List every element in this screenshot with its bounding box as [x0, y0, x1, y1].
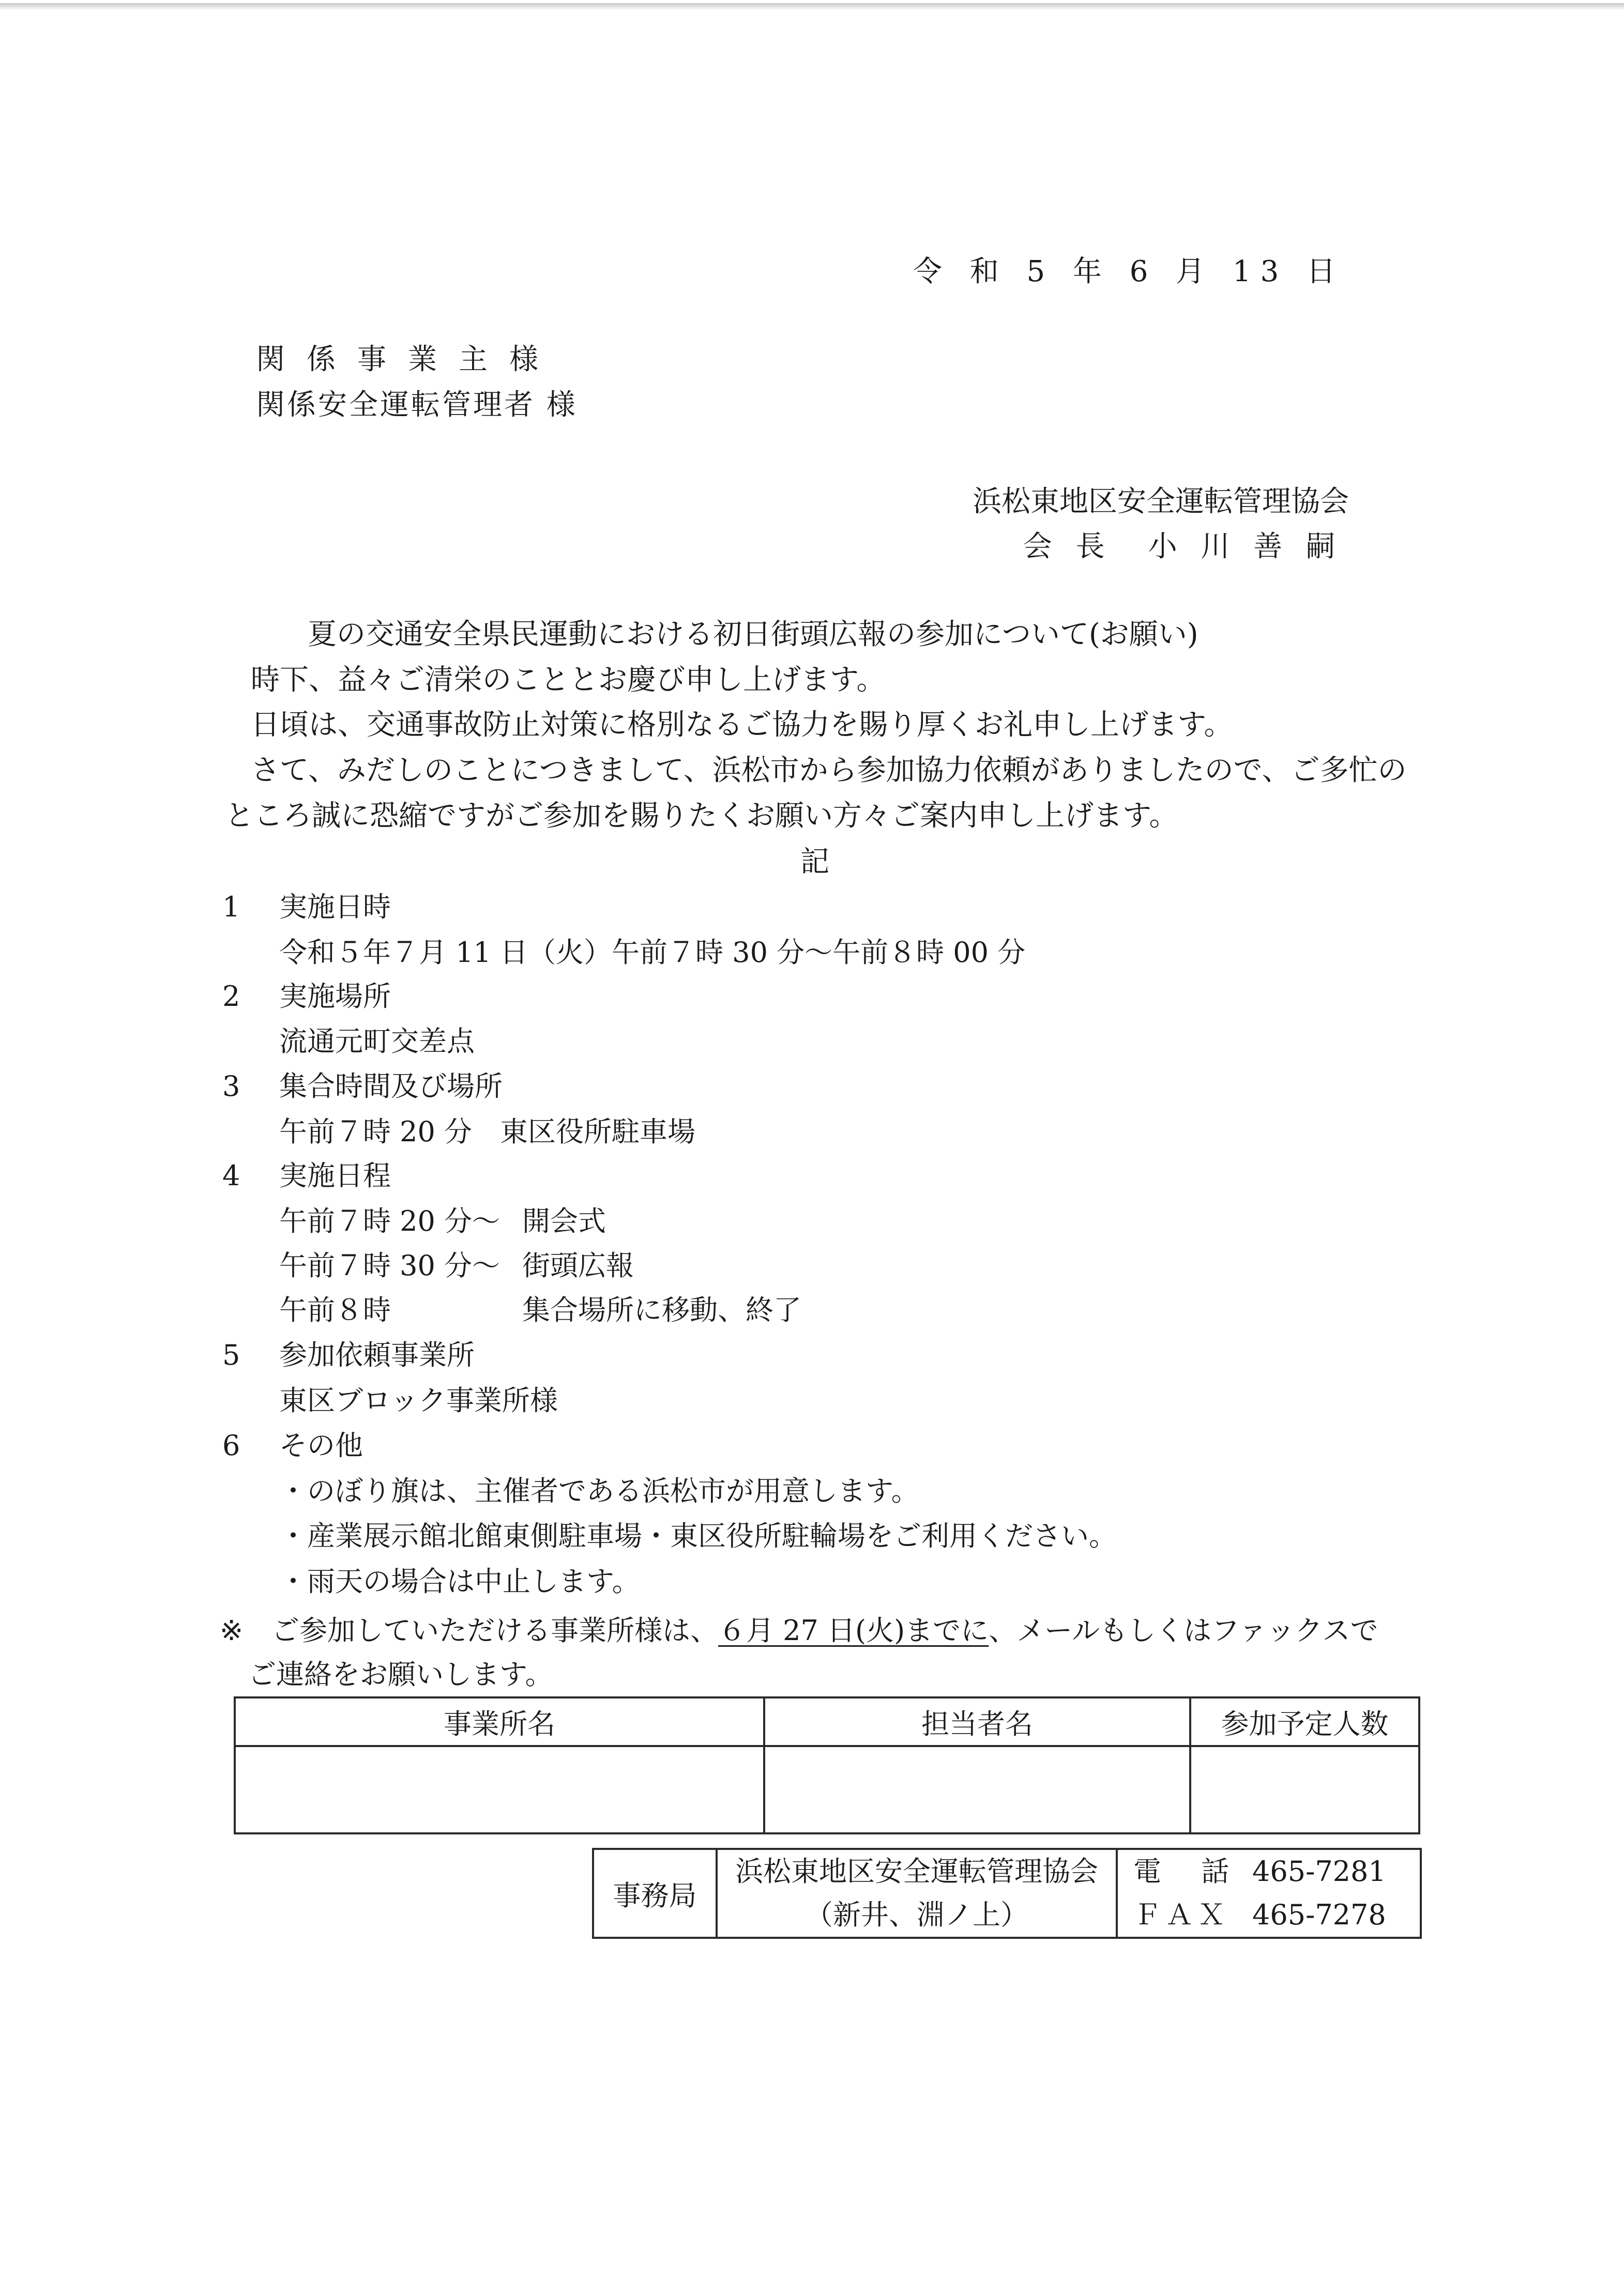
- item-body-participants: 東区ブロック事業所様: [279, 1384, 558, 1417]
- schedule-event: 集合場所に移動、終了: [522, 1294, 801, 1326]
- request-paragraph-line2: ところ誠に恐縮ですがご参加を賜りたくお願い方々ご案内申し上げます。: [225, 799, 1178, 833]
- schedule-time: 午前７時 30 分～: [279, 1249, 500, 1282]
- company-name-cell[interactable]: [235, 1746, 764, 1833]
- sender-chairman: 会 長 小 川 善 嗣: [1023, 530, 1342, 563]
- note-text-pre: ご参加していただける事業所様は、: [271, 1614, 718, 1647]
- note-mark: ※: [220, 1614, 244, 1647]
- note-text-post: 、メールもしくはファックスで: [989, 1614, 1378, 1647]
- office-contacts: （新井、淵ノ上）: [805, 1899, 1028, 1931]
- attendee-count-cell[interactable]: [1190, 1746, 1419, 1833]
- office-info-table: [592, 1848, 1422, 1939]
- reply-request-note-line2: ご連絡をお願いします。: [248, 1658, 553, 1691]
- office-phone-cell: [1117, 1849, 1421, 1938]
- schedule-event: 街頭広報: [522, 1249, 634, 1282]
- item-heading-location: 実施場所: [279, 980, 391, 1013]
- office-name-cell: [717, 1849, 1117, 1938]
- item-number: 2: [222, 980, 240, 1013]
- item-body-datetime: 令和５年７月 11 日（火）午前７時 30 分～午前８時 00 分: [279, 936, 1026, 969]
- sender-organization: 浜松東地区安全運転管理協会: [973, 485, 1349, 518]
- office-label: 事務局: [593, 1849, 717, 1938]
- addressee-employers: 関係事業主様: [256, 343, 560, 376]
- other-note: ・のぼり旗は、主催者である浜松市が用意します。: [279, 1475, 919, 1507]
- other-note: ・雨天の場合は中止します。: [279, 1565, 640, 1598]
- document-title: 夏の交通安全県民運動における初日街頭広報の参加について(お願い): [308, 618, 1198, 651]
- document-date: 令 和 5 年 6 月 13 日: [913, 255, 1345, 288]
- column-header-attendees: 参加予定人数: [1190, 1697, 1419, 1746]
- schedule-time: 午前７時 20 分～: [279, 1205, 500, 1237]
- fax-number: 465-7278: [1252, 1899, 1386, 1931]
- reply-form-table: [234, 1696, 1420, 1834]
- item-number: 6: [222, 1429, 240, 1462]
- schedule-event: 開会式: [522, 1205, 606, 1237]
- greeting-paragraph: 時下、益々ご清栄のこととお慶び申し上げます。: [251, 663, 886, 697]
- fax-label: ＦＡＸ: [1133, 1899, 1230, 1931]
- scan-edge: [0, 3, 1624, 10]
- item-heading-other: その他: [279, 1429, 363, 1462]
- item-heading-schedule: 実施日程: [279, 1159, 391, 1192]
- item-body-location: 流通元町交差点: [279, 1025, 475, 1058]
- item-number: 4: [222, 1159, 240, 1192]
- phone-label: 電 話: [1133, 1855, 1245, 1888]
- item-number: 1: [222, 891, 240, 923]
- item-heading-assembly: 集合時間及び場所: [279, 1070, 503, 1103]
- office-name: 浜松東地区安全運転管理協会: [735, 1855, 1098, 1888]
- phone-number: 465-7281: [1252, 1855, 1386, 1888]
- reply-request-note: [271, 1613, 1378, 1649]
- schedule-time: 午前８時: [279, 1294, 391, 1326]
- thanks-paragraph: 日頃は、交通事故防止対策に格別なるご協力を賜り厚くお礼申し上げます。: [251, 708, 1233, 742]
- addressee-managers: 関係安全運転管理者 様: [256, 388, 578, 422]
- request-paragraph-line1: さて、みだしのことにつきまして、浜松市から参加協力依頼がありましたので、ご多忙の: [251, 754, 1407, 787]
- item-body-assembly: 午前７時 20 分 東区役所駐車場: [279, 1115, 696, 1148]
- item-heading-datetime: 実施日時: [279, 891, 391, 923]
- column-header-contact-person: 担当者名: [764, 1697, 1190, 1746]
- other-note: ・産業展示館北館東側駐車場・東区役所駐輪場をご利用ください。: [279, 1520, 1117, 1552]
- item-number: 3: [222, 1070, 240, 1103]
- reply-deadline: ６月 27 日(火)までに: [718, 1614, 989, 1647]
- item-heading-participants: 参加依頼事業所: [279, 1339, 475, 1371]
- item-number: 5: [222, 1339, 240, 1371]
- contact-person-cell[interactable]: [764, 1746, 1190, 1833]
- ki-heading: 記: [800, 845, 829, 879]
- column-header-company: 事業所名: [235, 1697, 764, 1746]
